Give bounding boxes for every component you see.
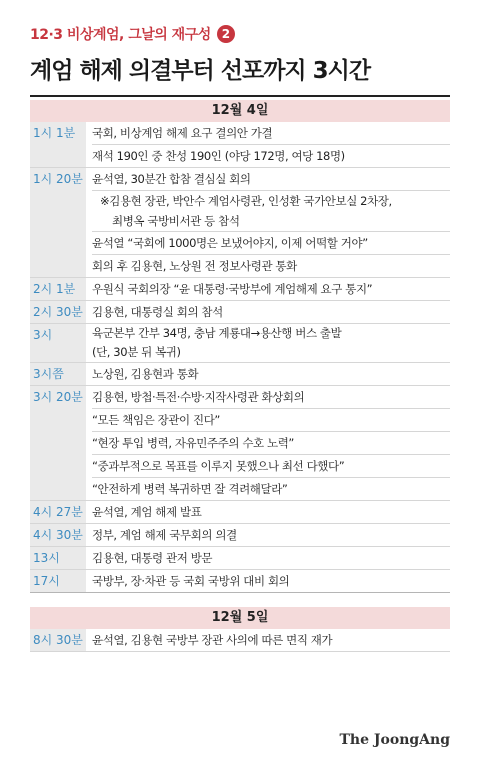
quote-text: “안전하게 병력 복귀하면 잘 격려해달라” bbox=[92, 477, 450, 500]
row-time: 17시 bbox=[33, 574, 60, 588]
row-text: 육군본부 간부 34명, 충남 계룡대→용산행 버스 출발 bbox=[92, 326, 342, 340]
row-text: 노상원, 김용현과 통화 bbox=[92, 367, 199, 381]
row-time: 4시 27분 bbox=[33, 505, 83, 519]
page-title: 계엄 해제 의결부터 선포까지 3시간 bbox=[30, 58, 371, 84]
row-text: 국회, 비상계엄 해제 요구 결의안 가결 bbox=[92, 126, 273, 140]
row-text: 윤석열 “국회에 1000명은 보냈어야지, 이제 어떡할 거야” bbox=[92, 231, 450, 254]
row-note: 최병옥 국방비서관 등 참석 bbox=[112, 214, 240, 228]
timeline-row bbox=[30, 363, 450, 386]
episode-number-badge: 2 bbox=[217, 25, 235, 43]
publisher-logo: The JoongAng bbox=[339, 732, 450, 748]
header bbox=[30, 24, 370, 85]
row-text: 윤석열, 계엄 해제 발표 bbox=[92, 505, 202, 519]
title-divider bbox=[30, 95, 450, 97]
row-time: 3시 20분 bbox=[33, 390, 83, 404]
timeline-row bbox=[30, 547, 450, 570]
timeline-row bbox=[30, 168, 450, 278]
row-time: 1시 20분 bbox=[33, 172, 83, 186]
row-time: 2시 1분 bbox=[33, 282, 76, 296]
timeline-row bbox=[30, 386, 450, 501]
timeline-table bbox=[30, 100, 450, 652]
row-text: 윤석열, 김용현 국방부 장관 사의에 따른 면직 재가 bbox=[92, 633, 333, 647]
row-text: 회의 후 김용현, 노상원 전 정보사령관 통화 bbox=[92, 254, 450, 277]
timeline-row bbox=[30, 301, 450, 324]
row-text: 김용현, 방첩·특전·수방·지작사령관 화상회의 bbox=[92, 390, 305, 404]
row-time: 1시 1분 bbox=[33, 126, 76, 140]
date-header-dec5: 12월 5일 bbox=[30, 607, 450, 629]
timeline-row bbox=[30, 570, 450, 593]
row-text: (단, 30분 뒤 복귀) bbox=[92, 345, 181, 359]
row-text: 국방부, 장·차관 등 국회 국방위 대비 회의 bbox=[92, 574, 290, 588]
series-label bbox=[30, 24, 370, 44]
row-time: 3시 bbox=[33, 328, 53, 342]
timeline-row bbox=[30, 324, 450, 363]
timeline-row bbox=[30, 524, 450, 547]
row-text: 김용현, 대통령실 회의 참석 bbox=[92, 305, 223, 319]
timeline-row bbox=[30, 501, 450, 524]
timeline-row bbox=[30, 629, 450, 652]
quote-text: “중과부적으로 목표를 이루지 못했으나 최선 다했다” bbox=[92, 454, 450, 477]
row-time: 3시쯤 bbox=[33, 367, 64, 381]
row-time: 13시 bbox=[33, 551, 60, 565]
row-note: ※김용현 장관, 박안수 계엄사령관, 인성환 국가안보실 2차장, bbox=[100, 194, 392, 208]
row-text: 정부, 계엄 해제 국무회의 의결 bbox=[92, 528, 237, 542]
timeline-row bbox=[30, 122, 450, 168]
timeline-row bbox=[30, 278, 450, 301]
row-text: 윤석열, 30분간 합참 결심실 회의 bbox=[92, 172, 251, 186]
date-header-dec4: 12월 4일 bbox=[30, 100, 450, 122]
quote-text: “모든 책임은 장관이 진다” bbox=[92, 408, 450, 431]
row-text: 우원식 국회의장 “윤 대통령·국방부에 계엄해제 요구 통지” bbox=[92, 282, 373, 296]
row-time: 8시 30분 bbox=[33, 633, 83, 647]
series-title: 12·3 비상계엄, 그날의 재구성 bbox=[30, 27, 211, 43]
quote-text: “현장 투입 병력, 자유민주주의 수호 노력” bbox=[92, 431, 450, 454]
row-text: 김용현, 대통령 관저 방문 bbox=[92, 551, 213, 565]
row-text: 재석 190인 중 찬성 190인 (야당 172명, 여당 18명) bbox=[92, 144, 450, 167]
row-time: 2시 30분 bbox=[33, 305, 83, 319]
row-time: 4시 30분 bbox=[33, 528, 83, 542]
